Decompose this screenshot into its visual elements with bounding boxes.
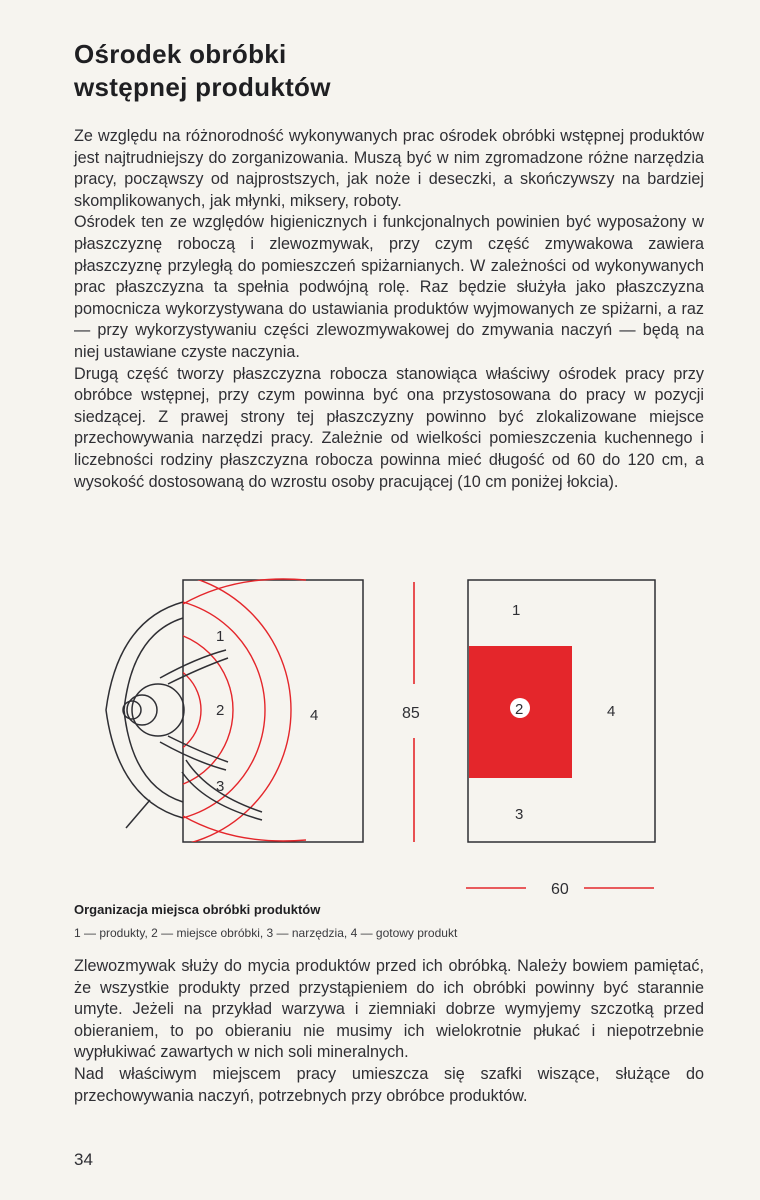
left-zone-2-label: 2 (216, 702, 225, 719)
right-zone-1-label: 1 (512, 602, 521, 619)
paragraph: Drugą część tworzy płaszczyzna robocza stanowiąca właściwy ośrodek pracy przy obróbce wstępnej, przy czym powinna być ona przystosowana do pracy w pozycji siedzącej. Z prawej strony tej płaszczyzny powinno być zlokalizowane miejsce przechowywania narzędzi pracy. Zależnie od wielkości pomieszczenia kuchennego i liczebności rodziny płaszczyzna robocza powinna mieć długość od 60 do 120 cm, a wysokość dostosowaną do wzrostu osoby pracującej (10 cm poniżej łokcia). (74, 364, 704, 491)
reach-arcs (15, 572, 291, 848)
right-zone-4-label: 4 (607, 703, 616, 720)
paragraph: Nad właściwym miejscem pracy umieszcza się szafki wiszące, służące do przechowywania naczyń, potrzebnych przy obróbce produktów. (74, 1064, 704, 1105)
left-worktop-rect (183, 580, 363, 842)
left-zone-3-label: 3 (216, 778, 225, 795)
paragraph: Ośrodek ten ze względów higienicznych i funkcjonalnych powinien być wyposażony w płaszczyznę roboczą i zlewozmywak, przy czym część zmywakowa zawiera płaszczyznę przyległą do pomieszczeń spiżarnianych. W zależności od wykonywanych prac płaszczyzna ta spełnia podwójną rolę. Raz będzie służyła jako płaszczyzna pomocnicza wykorzystywana do ustawiania produktów wyjmowanych ze spiżarni, a raz — przy wykorzystywaniu części zlewozmywakowej do zmywania naczyń — będą na niej ustawiane czyste naczynia. (74, 213, 704, 361)
right-zone-3-label: 3 (515, 806, 524, 823)
width-dimension-label: 60 (551, 881, 569, 898)
left-zone-4-label: 4 (310, 707, 319, 724)
figure-caption-legend: 1 — produkty, 2 — miejsce obróbki, 3 — narzędzia, 4 — gotowy produkt (74, 926, 458, 940)
title-line-1: Ośrodek obróbki (74, 39, 287, 69)
right-zone-2-label: 2 (515, 701, 524, 718)
body-text-bottom (74, 956, 704, 1107)
figure-caption-title: Organizacja miejsca obróbki produktów (74, 902, 321, 917)
title-line-2: wstępnej produktów (74, 72, 331, 102)
page-title (74, 38, 634, 104)
body-text-top (74, 126, 704, 493)
left-zone-1-label: 1 (216, 628, 225, 645)
page-number: 34 (74, 1150, 93, 1169)
height-dimension-label: 85 (402, 705, 420, 722)
workplace-diagram (0, 560, 760, 900)
paragraph: Zlewozmywak służy do mycia produktów przed ich obróbką. Należy bowiem pamiętać, że wszystkie produkty przed przystąpieniem do ich obróbki powinny być starannie umyte. Jeżeli na przykład warzywa i ziemniaki dobrze wymyjemy szczotką przed obieraniem, to po obieraniu nie musimy ich wielokrotnie płukać i niepotrzebnie wypłukiwać zawartych w nich soli mineralnych. (74, 957, 704, 1062)
paragraph: Ze względu na różnorodność wykonywanych prac ośrodek obróbki wstępnej produktów jest najtrudniejszy do zorganizowania. Muszą być w nim zgromadzone różne narzędzia pracy, począwszy od najprostszych, jak noże i deseczki, a skończywszy na bardziej skomplikowanych, jak młynki, miksery, roboty. (74, 127, 704, 210)
